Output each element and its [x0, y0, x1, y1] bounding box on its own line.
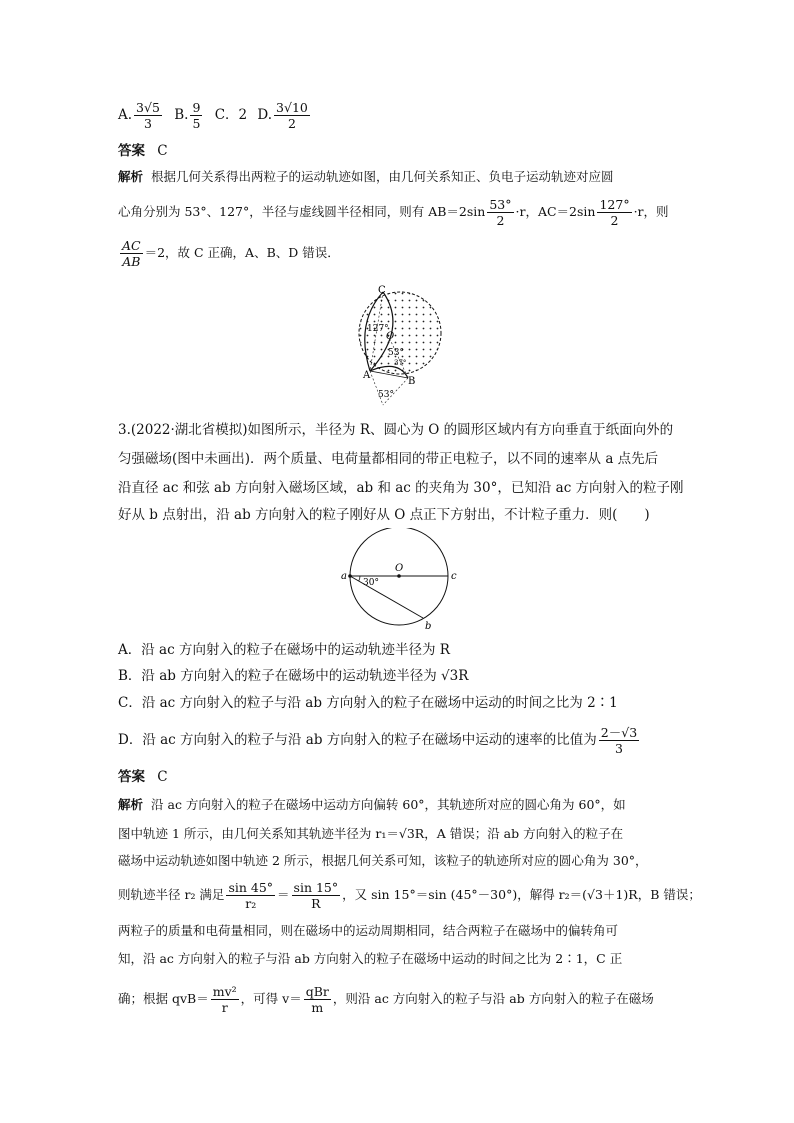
answer2-value: C [157, 769, 168, 785]
fig1-angle-53a: 53° [388, 348, 404, 358]
answer-value: C [157, 143, 168, 159]
fig2-label-a: a [341, 571, 347, 582]
figure-electron-trajectories [350, 283, 450, 413]
option-c: C．2 [214, 107, 248, 123]
analysis2-line6: 知，沿 ac 方向射入的粒子与沿 ab 方向射入的粒子在磁场中运动的时间之比为 2∶1，C 正 [118, 951, 623, 966]
fig1-angle-37: 37° [394, 359, 407, 367]
question3-line1: 3.(2022·湖北省模拟)如图所示，半径为 R、圆心为 O 的圆形区域内有方向垂直于纸面向外的 [118, 422, 674, 438]
option-c: C．沿 ac 方向射入的粒子与沿 ab 方向射入的粒子在磁场中运动的时间之比为 2∶1 [118, 695, 618, 711]
fig1-angle-127: 127° [367, 324, 389, 334]
analysis2-line7: 确；根据 qvB＝ $\frac{\text{mv²}}{r}$ ，可得 v＝ $\frac{\text{qBr}}{m}$ ，则沿 ac 方向射入的粒子与沿 ab 方向射入的粒子在磁场 [118, 984, 654, 1015]
fig1-label-a: A [363, 370, 371, 381]
prev-answer [118, 141, 168, 161]
analysis2-line5: 两粒子的质量和电荷量相同，则在磁场中的运动周期相同，结合两粒子在磁场中的偏转角可 [118, 923, 619, 938]
fig2-label-o: O [395, 563, 404, 574]
question3-line2: 匀强磁场(图中未画出)．两个质量、电荷量都相同的带正电粒子，以不同的速率从 a 点先后 [118, 451, 659, 467]
option-b: B．沿 ab 方向射入的粒子在磁场中的运动轨迹半径为 √3R [118, 668, 469, 684]
chord-ab [350, 576, 423, 618]
option-a-label: A. [118, 107, 133, 123]
option-b-value: √3R [441, 668, 469, 684]
answer2 [118, 767, 168, 787]
prev-analysis-line1: 解析 根据几何关系得出两粒子的运动轨迹如图，由几何关系知正、负电子运动轨迹对应圆 [118, 169, 614, 184]
fig2-angle-30: 30° [363, 578, 379, 588]
fig1-label-b: B [408, 376, 416, 387]
option-d-fraction: $\frac{2-√3}{3}$ [600, 725, 638, 756]
option-d-fraction: $\frac{3√10}{2}$ [276, 100, 308, 131]
figure-circle-aoc [336, 528, 466, 636]
analysis2-line2: 图中轨迹 1 所示，由几何关系知其轨迹半径为 r₁＝√3R，A 错误；沿 ab 方向射入的粒子在 [118, 826, 624, 841]
fig2-label-c: c [451, 571, 457, 582]
prev-analysis-line3: $\frac{AC}{AB}$ ＝2，故 C 正确，A、B、D 错误． [122, 238, 340, 269]
analysis2-line4: 则轨迹半径 r₂ 满足 $\frac{\sin 45^\circ}{\text{r₂}}$ ＝ $\frac{\sin 15^\circ}{R}$ ，又 sin 15°＝sin (45°－30°)，解得 r₂＝(√3＋1)R，B 错误； [118, 880, 701, 911]
prev-options [118, 100, 312, 131]
option-b-fraction: $\frac{9}{5}$ [192, 100, 201, 131]
option-d: D．沿 ac 方向射入的粒子与沿 ab 方向射入的粒子在磁场中运动的速率的比值为 $\frac{2-√3}{3}$ [118, 725, 638, 756]
option-d-label: D. [257, 107, 273, 123]
question3-line4: 好从 b 点射出，沿 ab 方向射入的粒子刚好从 O 点正下方射出，不计粒子重力．则( ) [118, 507, 650, 523]
analysis2-label: 解析 [118, 797, 144, 812]
analysis2-line3: 磁场中运动轨迹如图中轨迹 2 所示，根据几何关系可知，该粒子的轨迹所对应的圆心角为 30°， [118, 853, 648, 868]
prev-analysis-line2: 心角分别为 53°、127°，半径与虚线圆半径相同，则有 AB＝2sin $\frac{53^\circ}{2}$ ·r，AC＝2sin $\frac{127^\circ}{2}$ ·r，则 [118, 197, 669, 228]
fig1-angle-53b: 53° [378, 390, 394, 400]
analysis-label: 解析 [118, 169, 144, 184]
fig1-label-o: O [386, 331, 395, 342]
fig2-label-b: b [425, 621, 432, 632]
fig1-label-c: C [378, 285, 386, 296]
option-b-label: B. [174, 107, 189, 123]
analysis2-line1: 解析 沿 ac 方向射入的粒子在磁场中运动方向偏转 60°，其轨迹所对应的圆心角为 60°，如 [118, 797, 626, 812]
option-a: A．沿 ac 方向射入的粒子在磁场中的运动轨迹半径为 R [118, 642, 450, 658]
answer-label: 答案 [118, 143, 145, 159]
question3-line3: 沿直径 ac 和弦 ab 方向射入磁场区域，ab 和 ac 的夹角为 30°，已知沿 ac 方向射入的粒子刚 [118, 480, 684, 496]
answer2-label: 答案 [118, 769, 145, 785]
option-a-fraction: $\frac{3√5}{3}$ [136, 100, 160, 131]
